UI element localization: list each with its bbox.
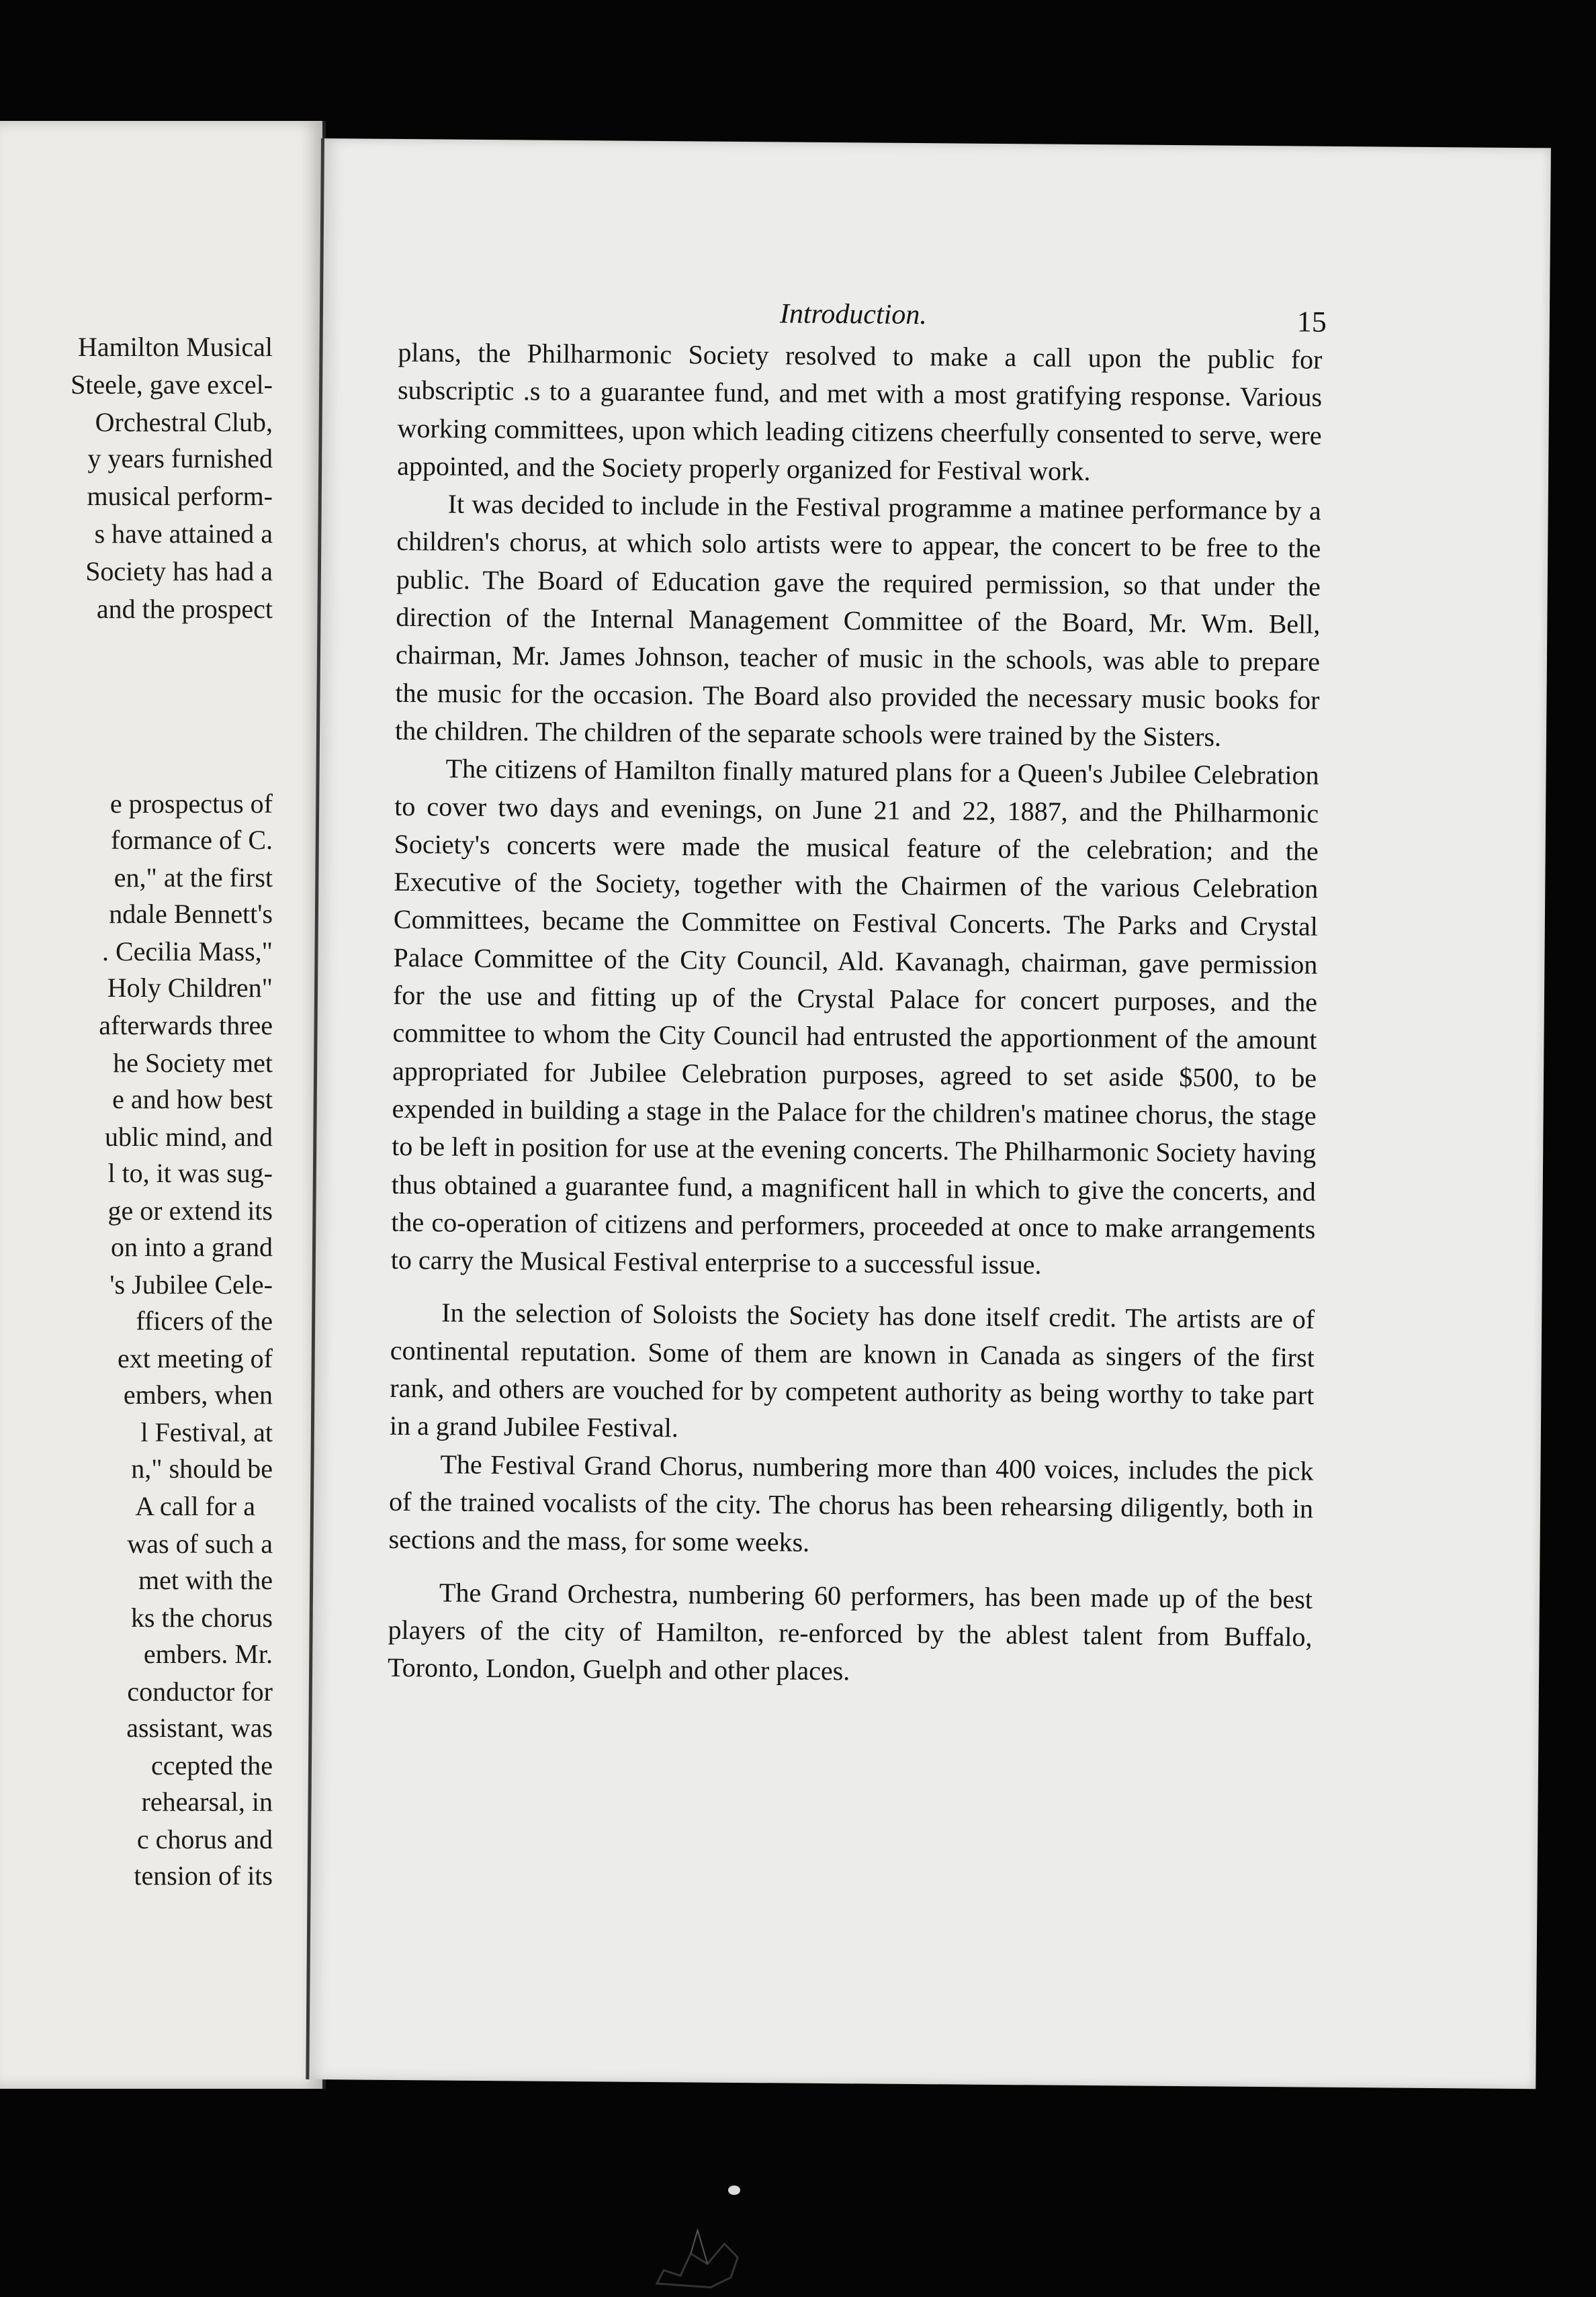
left-page-line: ublic mind, and: [105, 1122, 273, 1152]
left-page-line: ndale Bennett's: [109, 899, 273, 929]
running-head-title: Introduction.: [779, 298, 928, 331]
left-page-line: rehearsal, in: [141, 1787, 273, 1817]
left-page-line: afterwards three: [99, 1010, 273, 1040]
paragraph: The Grand Orchestra, numbering 60 performers, has been made up of the best players of the city of Hamilton, re-enforced by the ablest talent from Buffalo, Toronto, London, Guelph and other places.: [387, 1576, 1313, 1686]
left-page-line: en," at the first: [114, 862, 273, 893]
left-page-line: ge or extend its: [107, 1196, 273, 1226]
paragraph: The citizens of Hamilton finally matured plans for a Queen's Jubilee Celebration to cover two days and evenings, on June 21 and 22, 1887, and the Philharmonic Society's concerts were made the musical feature of the celebration; and the Executive of the Society, together with the Chairmen of the various Celebration Committees, became the Committee on Festival Concerts. The Parks and Crystal Palace Committee of the City Council, Ald. Kavanagh, chairman, gave permission for the use and fitting up of the Crystal Palace for concert purposes, and the committee to whom the City Council had entrusted the apportionment of the amount appropriated for Jubilee Celebration purposes, agreed to set aside $500, to be expended in building a stage in the Palace for the children's matinee chorus, the stage to be left in position for use at the evening concerts. The Philharmonic Society having thus obtained a guarantee fund, a magnificent hall in which to give the concerts, and the co-operation of citizens and performers, proceeded at once to make arrangements to carry the Musical Festival enterprise to a successful issue.: [390, 753, 1319, 1280]
left-page-line: he Society met: [113, 1048, 273, 1078]
left-page-line: c chorus and: [136, 1824, 273, 1854]
paragraph: The Festival Grand Chorus, numbering more than 400 voices, includes the pick of the trained vocalists of the city. The chorus has been rehearsing diligently, both in sections and the mass, for some weeks.: [388, 1449, 1314, 1558]
left-page-line: Holy Children": [107, 973, 273, 1003]
left-page-line: Hamilton Musical: [78, 332, 273, 362]
left-page-line: formance of C.: [110, 825, 273, 855]
left-page-line: on into a grand: [110, 1232, 273, 1262]
left-page-line: Orchestral Club,: [95, 407, 273, 437]
left-page-line: A call for a: [135, 1491, 255, 1521]
paragraph: In the selection of Soloists the Society has done itself credit. The artists are of continental reputation. Some of them are known in Canada as singers of the first rank, and others are vouched for by competent authority as being worthy to take part in a grand Jubilee Festival.: [389, 1297, 1315, 1443]
left-page-line: l Festival, at: [140, 1417, 273, 1447]
left-page-line: tension of its: [134, 1860, 273, 1891]
left-page-line: y years furnished: [87, 443, 273, 474]
left-page-line: Steele, gave excel-: [71, 369, 273, 400]
left-page-line: assistant, was: [126, 1713, 273, 1743]
left-page-line: musical perform-: [87, 481, 273, 511]
left-page-line: e and how best: [112, 1084, 273, 1114]
left-page-line: embers, when: [123, 1380, 273, 1410]
paragraph: It was decided to include in the Festival programme a matinee performance by a children's chorus, at which solo artists were to appear, the concert to be free to the public. The Board of Education gave the required permission, so that under the direction of the Internal Management Committee of the Board, Mr. Wm. Bell, chairman, Mr. James Johnson, teacher of music in the schools, was able to prepare the music for the occasion. The Board also provided the necessary music books for the children. The children of the separate schools were trained by the Sisters.: [394, 488, 1321, 752]
torn-paper-mark: [644, 2190, 752, 2291]
left-page: [0, 121, 326, 2089]
paragraph: plans, the Philharmonic Society resolved to make a call upon the public for subscriptic .s to a guarantee fund, and met with a most gratifying response. Various working committees, upon which leading citizens cheerfully consented to serve, were appointed, and the Society properly organized for Festival work.: [396, 336, 1323, 486]
left-page-line: Society has had a: [85, 556, 273, 586]
left-page-line: was of such a: [127, 1529, 273, 1559]
left-page-line: ccepted the: [151, 1750, 273, 1781]
left-page-line: ext meeting of: [117, 1343, 273, 1373]
page-number: 15: [1296, 305, 1327, 339]
left-page-line: n," should be: [131, 1453, 273, 1484]
left-page-line: 's Jubilee Cele-: [109, 1269, 273, 1300]
left-page-line: embers. Mr.: [143, 1639, 273, 1669]
left-page-line: l to, it was sug-: [107, 1158, 273, 1188]
left-page-line: ks the chorus: [130, 1603, 273, 1633]
left-page-line: conductor for: [127, 1676, 273, 1707]
left-page-line: met with the: [138, 1565, 273, 1595]
left-page-line: fficers of the: [136, 1306, 273, 1336]
speck-mark: [728, 2186, 740, 2195]
right-page: [306, 138, 1551, 2089]
left-page-line: . Cecilia Mass,": [101, 936, 273, 966]
body-text: [388, 334, 1323, 1694]
left-page-line: and the prospect: [96, 594, 273, 624]
left-page-line: s have attained a: [94, 519, 273, 549]
left-page-line: e prospectus of: [109, 789, 273, 819]
